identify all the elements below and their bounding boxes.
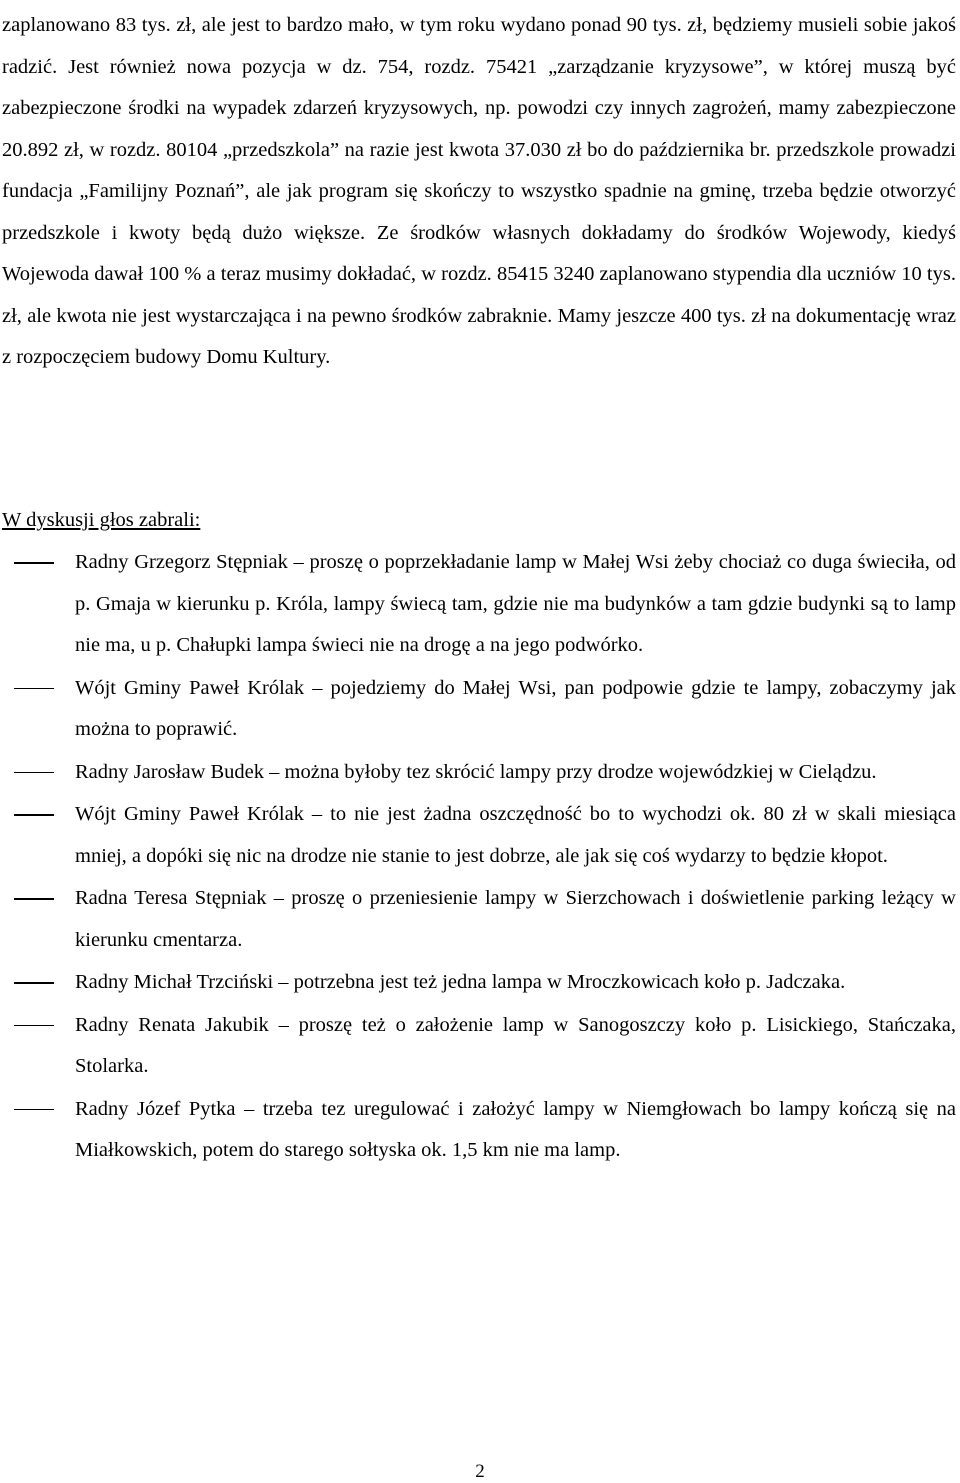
dash-bullet xyxy=(14,1109,54,1111)
discussion-list xyxy=(0,542,960,1173)
discussion-item xyxy=(0,668,960,751)
discussion-item xyxy=(0,1005,960,1088)
discussion-item xyxy=(0,878,960,961)
discussion-item xyxy=(0,542,960,667)
discussion-item xyxy=(0,794,960,877)
discussion-item-text: Radny Józef Pytka – trzeba tez uregulować i założyć lampy w Niemgłowach bo lampy kończą się na Miałkowskich, potem do starego sołtyska ok. 1,5 km nie ma lamp. xyxy=(75,1097,956,1161)
dash-bullet xyxy=(14,898,54,900)
intro-paragraph: zaplanowano 83 tys. zł, ale jest to bardzo mało, w tym roku wydano ponad 90 tys. zł, będziemy musieli sobie jakoś radzić. Jest również nowa pozycja w dz. 754, rozdz. 75421 „zarządzanie kryzysowe”, w której muszą być zabezpieczone środki na wypadek zdarzeń kryzysowych, np. powodzi czy innych zagrożeń, mamy zabezpieczone 20.892 zł, w rozdz. 80104 „przedszkola” na razie jest kwota 37.030 zł bo do października br. przedszkole prowadzi fundacja „Familijny Poznań”, ale jak program się skończy to wszystko spadnie na gminę, trzeba będzie otworzyć przedszkole i kwoty będą dużo większe. Ze środków własnych dokładamy do środków Wojewody, kiedyś Wojewoda dawał 100 % a teraz musimy dokładać, w rozdz. 85415 3240 zaplanowano stypendia dla uczniów 10 tys. zł, ale kwota nie jest wystarczająca i na pewno środków zabraknie. Mamy jeszcze 400 tys. zł na dokumentację wraz z rozpoczęciem budowy Domu Kultury. xyxy=(2,14,956,368)
discussion-item xyxy=(0,1089,960,1172)
discussion-item-text: Wójt Gminy Paweł Królak – pojedziemy do Małej Wsi, pan podpowie gdzie te lampy, zobaczymy jak można to poprawić. xyxy=(75,676,956,740)
dash-bullet xyxy=(14,772,54,774)
discussion-item-text: Radny Michał Trzciński – potrzebna jest też jedna lampa w Mroczkowicach koło p. Jadczaka. xyxy=(75,971,846,993)
dash-bullet xyxy=(14,688,54,690)
discussion-item-text: Radny Jarosław Budek – można byłoby tez skrócić lampy przy drodze wojewódzkiej w Cielądzu. xyxy=(75,760,877,783)
discussion-item-text: Radny Grzegorz Stępniak – proszę o poprzekładanie lamp w Małej Wsi żeby chociaż co duga świeciła, od p. Gmaja w kierunku p. Króla, lampy świecą tam, gdzie nie ma budynków a tam gdzie budynki są to lamp nie ma, u p. Chałupki lampa świeci nie na drogę a na jego podwórko. xyxy=(75,551,956,656)
dash-bullet xyxy=(14,1025,54,1027)
discussion-heading: W dyskusji głos zabrali: xyxy=(2,509,201,531)
discussion-item-text: Wójt Gminy Paweł Królak – to nie jest żadna oszczędność bo to wychodzi ok. 80 zł w skali miesiąca mniej, a dopóki się nic na drodze nie stanie to jest dobrze, ale jak się coś wydarzy to będzie kłopot. xyxy=(75,803,956,867)
dash-bullet xyxy=(14,982,54,984)
dash-bullet xyxy=(14,562,54,564)
dash-bullet xyxy=(14,814,54,816)
discussion-item xyxy=(0,752,960,794)
page-number: 2 xyxy=(475,1461,485,1482)
discussion-item-text: Radny Renata Jakubik – proszę też o założenie lamp w Sanogoszczy koło p. Lisickiego, Stańczaka, Stolarka. xyxy=(75,1013,956,1077)
discussion-item xyxy=(0,962,960,1004)
discussion-item-text: Radna Teresa Stępniak – proszę o przeniesienie lampy w Sierzchowach i doświetlenie parking leżący w kierunku cmentarza. xyxy=(75,887,956,951)
